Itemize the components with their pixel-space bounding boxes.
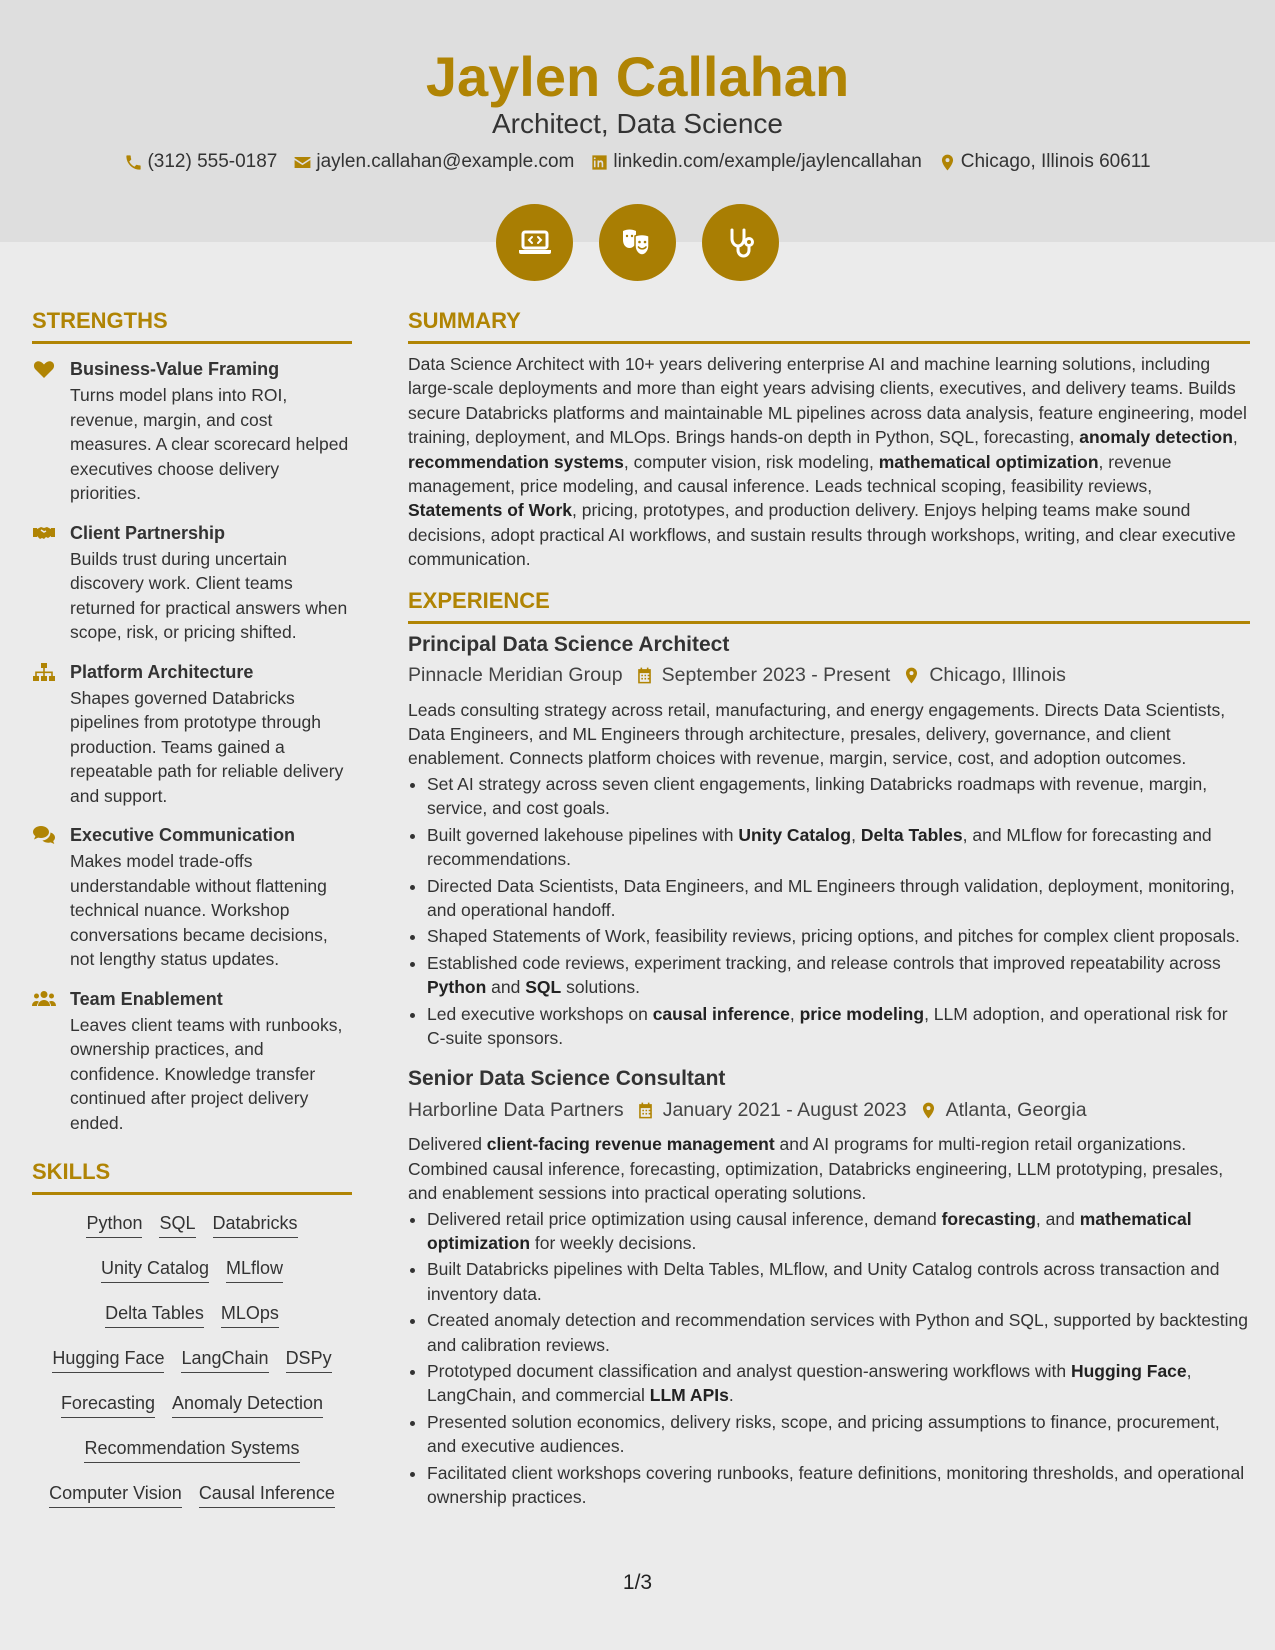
text-run: , [1232,427,1238,448]
resume-header [0,0,1275,242]
strength-title: Team Enablement [70,988,223,1009]
skill-tag-databricks: Databricks [213,1213,298,1238]
skill-row [32,1252,352,1297]
job-company: Harborline Data Partners [408,1098,624,1121]
bold-text: forecasting [941,1208,1036,1229]
job-bullet [427,1257,1250,1306]
text-run: Facilitated client workshops covering runbooks, feature definitions, monitoring thresholds, and operational ownership practices. [427,1462,1245,1508]
skill-tag-mlops: MLOps [221,1303,279,1328]
experience-list [408,630,1250,1510]
text-run: Built Databricks pipelines with Delta Tables, MLflow, and Unity Catalog controls across transaction and inventory data. [427,1259,1220,1304]
job-company: Pinnacle Meridian Group [408,664,623,687]
contact-bar [0,151,1275,173]
phone-icon [124,153,143,172]
location-text: Chicago, Illinois 60611 [960,151,1151,172]
strength-description: Turns model plans into ROI, revenue, margin, and cost measures. A clear scorecard helped executives choose delivery priorities. [70,385,349,503]
skill-tag-mlflow: MLflow [226,1258,283,1283]
job-location-text: Atlanta, Georgia [945,1098,1087,1121]
strength-item-business-value-framing [32,358,352,506]
bold-text: Hugging Face [1070,1361,1187,1381]
badge-stethoscope [702,204,779,281]
bold-text: SQL [525,977,562,998]
text-run: Delivered [408,1134,487,1155]
job-bullet [427,874,1250,923]
map-marker-icon [919,1101,938,1120]
skills-heading: SKILLS [32,1159,352,1195]
job-description [408,698,1250,771]
users-icon [32,989,56,1009]
skill-row [32,1432,352,1477]
laptop-code-icon [515,223,555,263]
job-bullet [427,1461,1250,1510]
contact-email[interactable] [293,151,574,173]
job-bullet [427,1207,1250,1256]
text-run: Presented solution economics, delivery risks, scope, and pricing assumptions to finance, procurement, and executive audiences. [427,1411,1220,1457]
job-dates [636,1099,907,1122]
text-run: Directed Data Scientists, Data Engineers, and ML Engineers through validation, deployment, monitoring, and operational handoff. [427,875,1235,920]
job-dates-text: September 2023 - Present [661,664,891,687]
job-bullets [408,772,1250,1050]
bold-text: mathematical optimization [427,1208,1192,1253]
envelope-icon [293,153,312,172]
handshake-icon [32,523,56,543]
job-entry [408,630,1250,1051]
bold-text: client-facing revenue management [486,1134,775,1155]
bold-text: Statements of Work [408,500,573,521]
strength-description: Leaves client teams with runbooks, ownership practices, and confidence. Knowledge transfer continued after project delivery ended. [70,1014,343,1133]
text-run: Leads consulting strategy across retail, manufacturing, and energy engagements. Directs Data Scientists, Data Engineers, and ML Engineers through architecture, presales, delivery, governance, and client enablement. Connects platform choices with revenue, margin, service, cost, and adoption outcomes. [408,699,1226,769]
job-meta [408,1096,1250,1124]
email-text: jaylen.callahan@example.com [316,151,575,172]
job-bullet [427,772,1250,821]
skill-tag-hugging-face: Hugging Face [52,1348,164,1373]
theater-masks-icon [618,223,658,263]
skill-tag-delta-tables: Delta Tables [105,1303,204,1328]
text-run: , computer vision, risk modeling, [623,451,879,472]
job-dates [635,664,891,687]
bold-text: price modeling [799,1003,925,1024]
text-run: , LLM adoption, and operational risk for C-suite sponsors. [427,1003,1228,1048]
heart-icon [32,359,56,379]
skill-tag-causal-inference: Causal Inference [199,1483,335,1508]
bold-text: Unity Catalog [738,824,852,845]
job-bullet [427,1359,1250,1408]
strength-description: Makes model trade-offs understandable without flattening technical nuance. Workshop conversations became decisions, not lengthy status updates. [70,851,328,969]
skill-row [32,1387,352,1432]
job-bullets [408,1207,1250,1510]
job-location-text: Chicago, Illinois [929,664,1066,687]
map-marker-icon [938,153,957,172]
comments-icon [32,825,56,845]
job-bullet [427,1002,1250,1051]
job-dates-text: January 2021 - August 2023 [662,1098,907,1121]
strengths-heading: STRENGTHS [32,308,352,344]
text-run: , and [1035,1208,1080,1229]
sitemap-icon [32,662,56,682]
bold-text: causal inference [652,1003,790,1024]
skill-tag-langchain: LangChain [181,1348,268,1373]
calendar-icon [635,666,654,685]
strength-title: Platform Architecture [70,661,254,682]
job-title: Principal Data Science Architect [408,632,730,656]
text-run: Shaped Statements of Work, feasibility reviews, pricing options, and pitches for complex client proposals. [427,926,1240,947]
bold-text: Delta Tables [860,824,963,845]
bold-text: recommendation systems [408,451,624,472]
bold-text: Python [427,977,487,998]
job-entry [408,1064,1250,1509]
skill-tag-unity-catalog: Unity Catalog [101,1258,209,1283]
strength-title: Client Partnership [70,522,226,543]
job-description [408,1132,1250,1205]
job-bullet [427,924,1250,948]
badge-theater-masks [599,204,676,281]
summary-text [408,352,1250,572]
strength-description: Builds trust during uncertain discovery work. Client teams returned for practical answers when scope, risk, or pricing shifted. [70,548,348,642]
job-meta [408,662,1250,690]
experience-heading: EXPERIENCE [408,588,1250,624]
text-run: , LangChain, and commercial [427,1361,1192,1406]
left-column [32,308,352,1522]
page-number: 1/3 [622,1571,653,1594]
strength-description: Shapes governed Databricks pipelines from prototype through production. Teams gained a repeatable path for reliable delivery and support. [70,687,344,806]
summary-heading: SUMMARY [408,308,1250,344]
bold-text: anomaly detection [1079,427,1233,448]
text-run: Led executive workshops on [427,1003,653,1024]
text-run: , [789,1003,800,1024]
strength-item-team-enablement [32,988,352,1136]
skill-row [32,1342,352,1387]
skill-tag-python: Python [86,1213,142,1238]
skill-row [32,1207,352,1252]
skill-tag-forecasting: Forecasting [61,1393,155,1418]
phone-text: (312) 555-0187 [147,151,278,172]
badge-laptop-code [496,204,573,281]
bold-text: LLM APIs [649,1385,729,1406]
text-run: , [851,824,861,845]
job-bullet [427,951,1250,1000]
strength-item-executive-communication [32,824,352,972]
text-run: Built governed lakehouse pipelines with [427,824,739,845]
text-run: Delivered retail price optimization using causal inference, demand [427,1208,942,1229]
job-title: Senior Data Science Consultant [408,1067,726,1091]
candidate-title: Architect, Data Science [491,108,784,139]
job-bullet [427,1308,1250,1357]
interest-badges [0,204,1275,281]
text-run: Established code reviews, experiment tracking, and release controls that improved repeatability across [427,952,1221,973]
text-run: solutions. [561,977,641,998]
contact-phone[interactable] [124,151,277,173]
candidate-name: Jaylen Callahan [425,45,850,108]
job-location [919,1099,1087,1122]
strength-item-client-partnership [32,522,352,645]
right-column [408,308,1250,1511]
job-location [902,664,1066,687]
text-run: , pricing, prototypes, and production delivery. Enjoys helping teams make sound decisions, adopt practical AI workflows, and sustain results through workshops, writing, and clear executive communication. [408,500,1236,570]
text-run: Data Science Architect with 10+ years delivering enterprise AI and machine learning solutions, including large-scale deployments and more than eight years advising clients, executives, and delivery teams. Builds secure Databricks platforms and maintainable ML pipelines across data analysis, feature engineering, model training, deployment, and MLOps. Brings hands-on depth in Python, SQL, forecasting, [408,354,1247,448]
linkedin-text: linkedin.com/example/jaylencallahan [613,151,922,172]
text-run: Set AI strategy across seven client engagements, linking Databricks roadmaps with revenue, margin, service, and cost goals. [427,773,1208,819]
job-bullet [427,823,1250,872]
strength-title: Business-Value Framing [70,359,280,379]
text-run: for weekly decisions. [530,1232,697,1253]
calendar-icon [636,1101,655,1120]
skills-list [32,1207,352,1522]
linkedin-icon [590,153,609,172]
skill-tag-dspy: DSPy [286,1348,332,1373]
skill-tag-recommendation-systems: Recommendation Systems [84,1438,299,1463]
contact-linkedin[interactable] [590,151,921,173]
contact-location [938,151,1151,173]
text-run: , and MLflow for forecasting and recommendations. [427,824,1212,870]
text-run: , revenue management, price modeling, and causal inference. Leads technical scoping, feasibility reviews, [408,451,1172,497]
text-run: and AI programs for multi-region retail organizations. Combined causal inference, forecasting, optimization, Databricks engineering, LLM prototyping, presales, and enablement sessions into practical operating solutions. [408,1134,1224,1204]
stethoscope-icon [721,223,761,263]
bold-text: mathematical optimization [878,451,1099,472]
strengths-list [32,358,352,1135]
skill-tag-computer-vision: Computer Vision [49,1483,182,1508]
text-run: and [486,977,526,998]
strength-item-platform-architecture [32,661,352,809]
text-run: Created anomaly detection and recommendation services with Python and SQL, supported by backtesting and calibration reviews. [427,1310,1249,1355]
text-run: Prototyped document classification and analyst question-answering workflows with [427,1361,1071,1381]
text-run: . [728,1385,734,1406]
map-marker-icon [902,666,921,685]
skill-row [32,1477,352,1522]
skill-tag-anomaly-detection: Anomaly Detection [172,1393,323,1418]
strength-title: Executive Communication [70,825,296,845]
job-bullet [427,1410,1250,1459]
skill-tag-sql: SQL [159,1213,195,1238]
skill-row [32,1297,352,1342]
